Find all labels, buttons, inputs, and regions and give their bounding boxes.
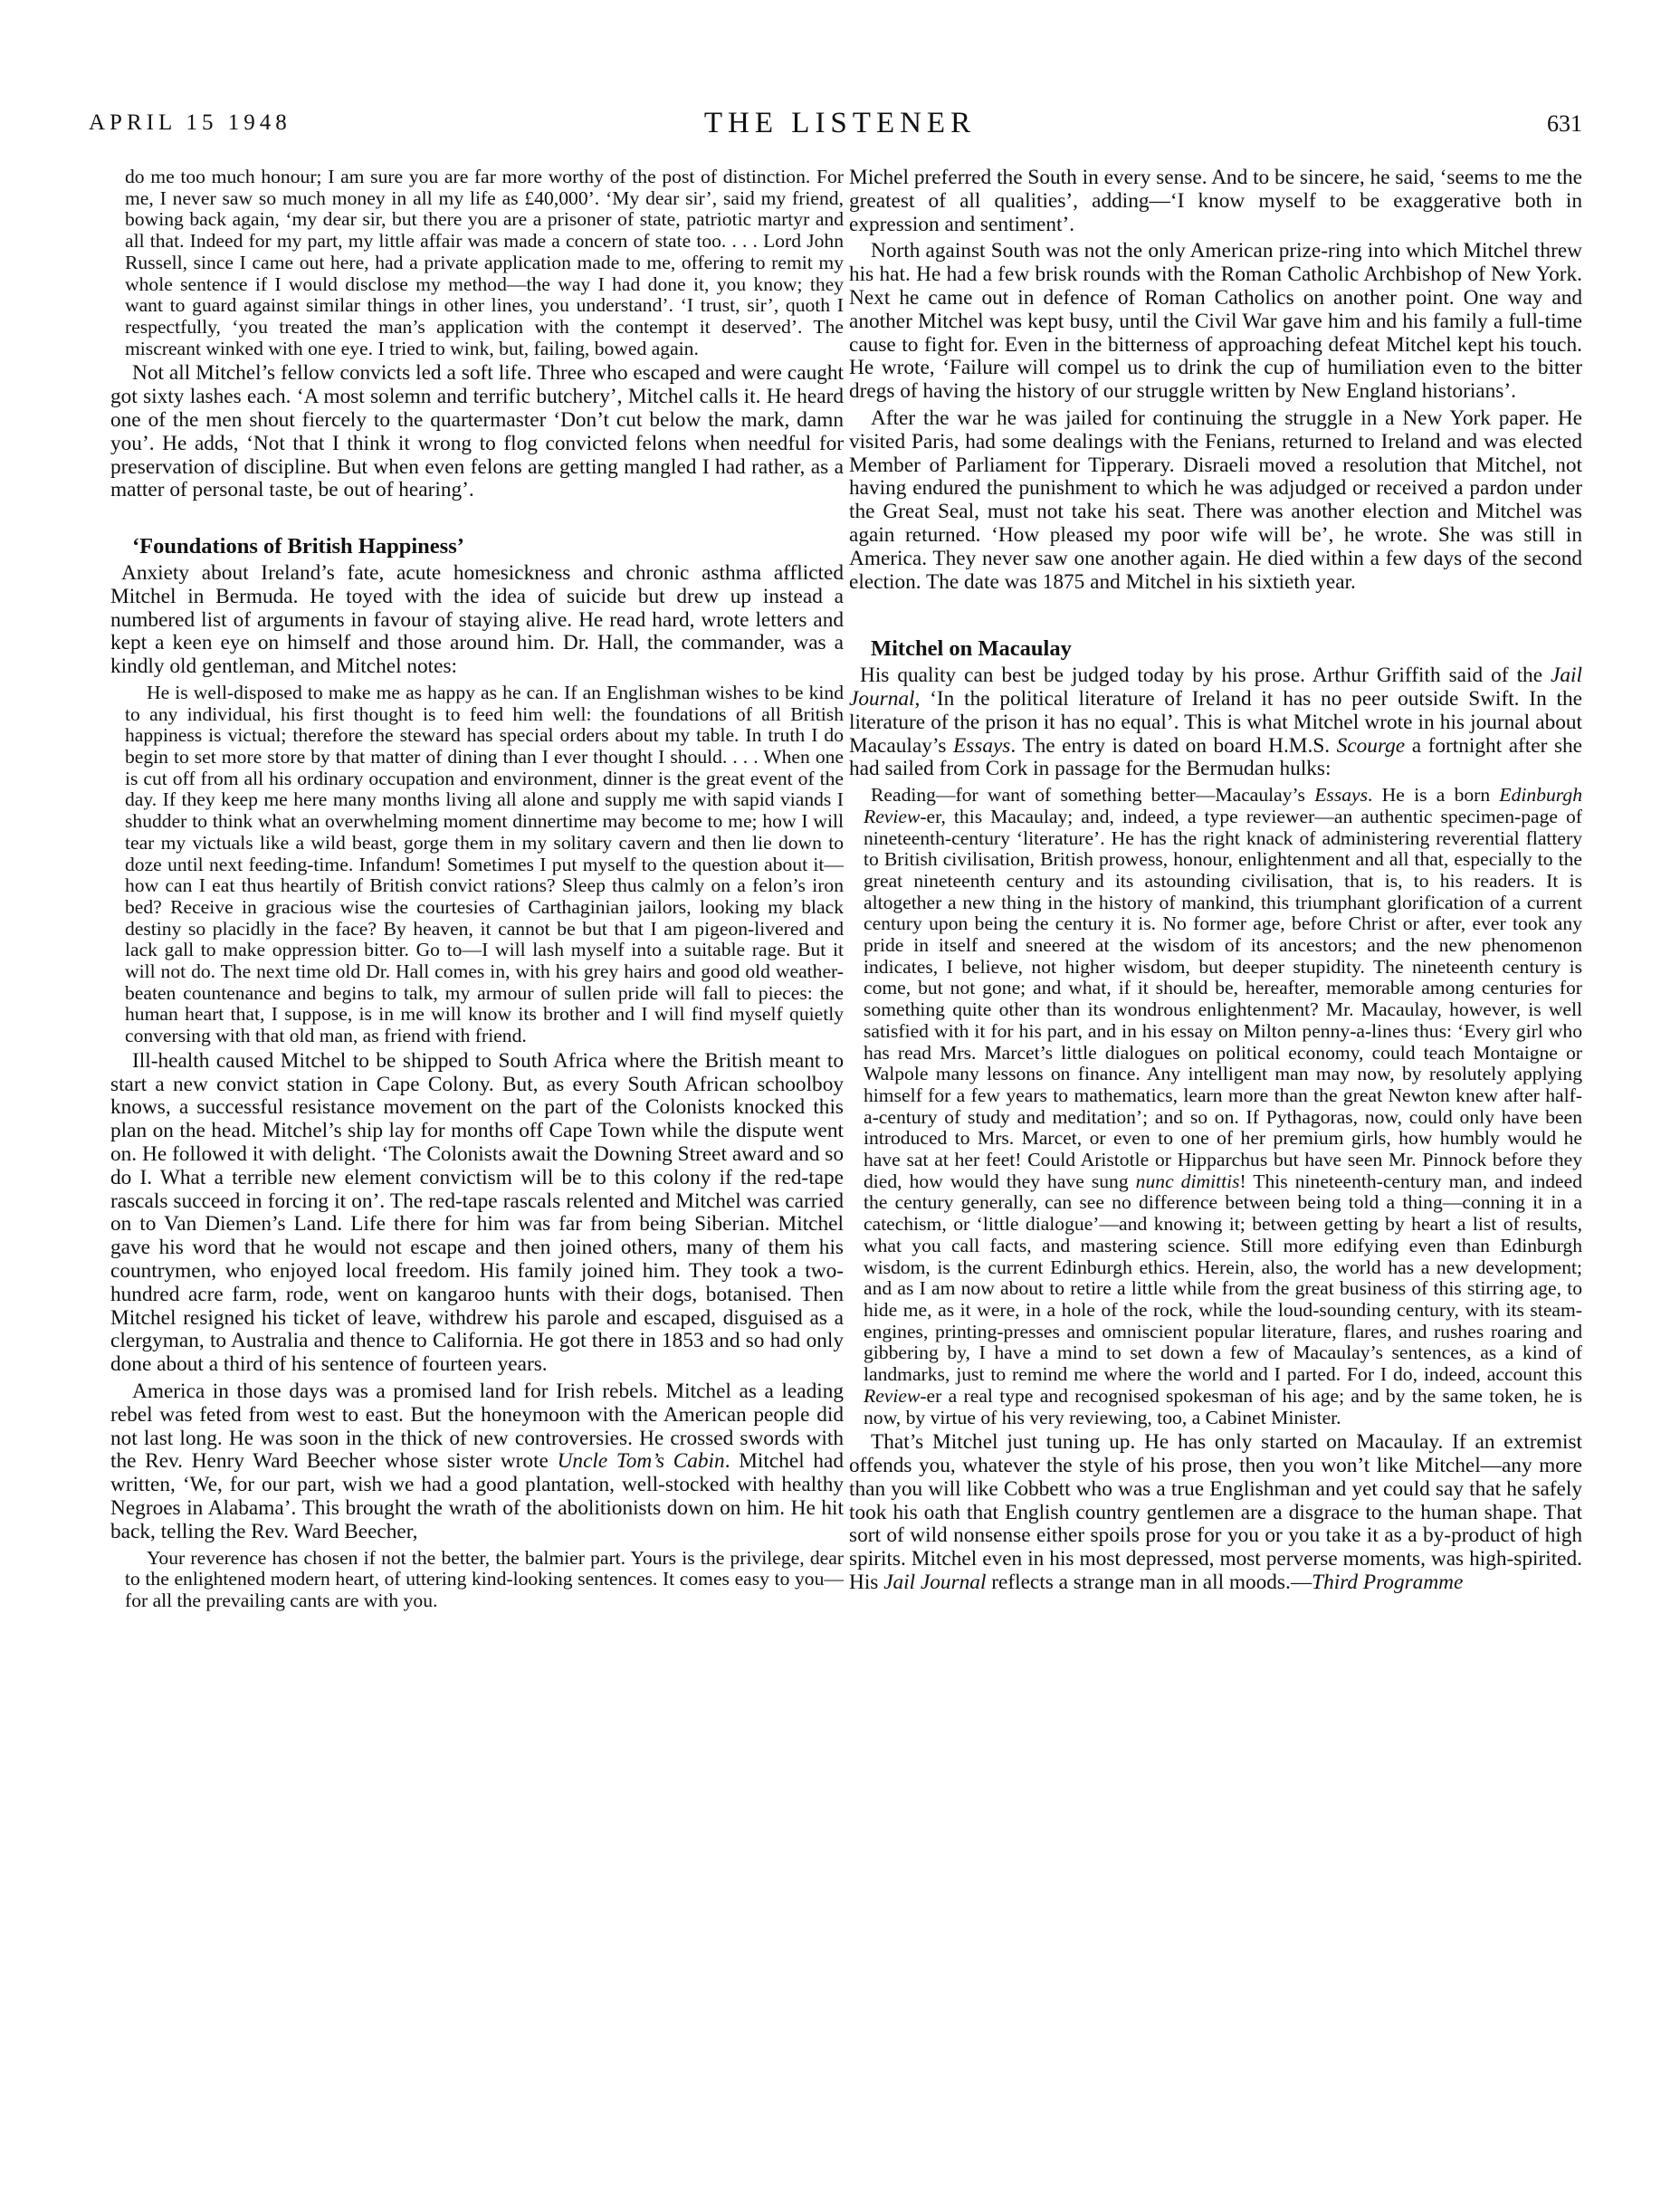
latin-phrase: nunc dimittis [1135,1170,1240,1192]
page-number: 631 [1547,110,1582,137]
quote-block [110,167,844,359]
book-title: Jail Journal [883,1571,987,1594]
text-run: reflects a strange man in all moods.— [986,1571,1312,1594]
text-run: America in those days was a promised land for Irish rebels. Mitchel as a leading rebel was feted from west to east. But the honeymoon with the American people did not last long. He was soon in the thick of new controversies. He crossed swords with the Rev. Henry Ward Beecher whose sister wrote [110,1380,844,1474]
text-run: That’s Mitchel just tuning up. He has only started on Macaulay. If an extremist offends you, whatever the style of his prose, then you won’t like Mitchel—any more than you will like Cobbett who was a true Englishman and yet could say that he safely took his oath that English country gentlemen are a disgrace to the human shape. That sort of wild nonsense either spoils prose for you or you take it as a by-product of high spirits. Mitchel even in his most depressed, most perverse moments, was high-spirited. His [849,1430,1582,1594]
text-run: . He is a born [1368,784,1500,807]
quote-block [849,785,1582,1428]
quote-block [110,1548,844,1612]
left-column [110,167,844,1615]
quote-paragraph [849,785,1582,1428]
body-paragraph: North against South was not the only American prize-ring into which Mitchel threw his hat. He had a few brisk rounds with the Roman Catholic Archbishop of New York. Next he came out in defence of Roman Catholics on another point. One way and another Mitchel was kept busy, until the Civil War gave him and his family a full-time cause to fight for. Even in the bitterness of approaching defeat Mitchel kept his touch. He wrote, ‘Failure will compel us to drink the cup of humiliation even to the bitter dregs of having the history of our struggle written by New England historians’. [849,239,1582,404]
book-title: Jail Journal [849,664,1582,711]
body-paragraph: Ill-health caused Mitchel to be shipped to South Africa where the British meant to start a new convict station in Cape Colony. But, as every South African schoolboy knows, a successful resistance movement on the part of the Colonists knocked this plan on the head. Mitchel’s ship lay for months off Cape Town while the dispute went on. He followed it with delight. ‘The Colonists await the Downing Street award and so do I. What a terrible new element convictism will be to this colony if the red-tape rascals succeed in forcing it on’. The red-tape rascals relented and Mitchel was carried on to Van Diemen’s Land. Life there for him was far from being Siberian. Mitchel gave his word that he would not escape and then joined others, many of them his countrymen, who enjoyed local freedom. His family joined him. They took a two-hundred acre farm, rode, went on kangaroo hunts with their dogs, botanised. Then Mitchel resigned his ticket of leave, withdrew his parole and escaped, disguised as a clergyman, to Australia and thence to California. He got there in 1853 and so had only done about a third of his sentence of fourteen years. [110,1048,844,1377]
text-run: a fortnight after she had sailed from Cork in passage for the Bermudan hulks: [849,733,1582,781]
section-heading: ‘Foundations of British Happiness’ [132,534,464,559]
text-run: His quality can best be judged today by his prose. Arthur Griffith said of the [860,664,1551,688]
body-paragraph [110,1380,844,1544]
quote-paragraph: He is well-disposed to make me as happy as he can. If an Englishman wishes to be kind to any individual, his first thought is to feed him well: the foundations of all British happiness is victual; therefore the steward has special orders about my table. In truth I do begin to set more store by that matter of dining than I ever thought I should. . . . When one is cut off from all his ordinary occupation and environment, dinner is the great event of the day. If they keep me here many months living all alone and supply me with sapid viands I shudder to think what an overwhelming moment dinnertime may become to me; how I will tear my victuals like a wild beast, gorge them in my solitary cavern and then lie down to doze until next feeding-time. Infandum! Sometimes I put myself to the question about it—how can I eat thus heartily of British convict rations? Sleep thus calmly on a felon’s iron bed? Receive in gracious wise the courtesies of Carthaginian jailors, looking my black destiny so placidly in the face? By heaven, it cannot be but that I am pigeon-livered and lack gall to make oppression bitter. Go to—I will lash myself into a suitable rage. But it will not do. The next time old Dr. Hall comes in, with his grey hairs and good old weather-beaten countenance and begins to talk, my armour of sullen pride will fall to pieces: the human heart that, I suppose, is in me will know its brother and I will find myself quietly conversing with that old man, as friend with friend. [125,681,844,1047]
body-paragraph: Not all Mitchel’s fellow convicts led a soft life. Three who escaped and were caught got sixty lashes each. ‘A most solemn and terrific butchery’, Mitchel calls it. He heard one of the men shout fiercely to the quartermaster ‘Don’t cut below the mark, damn you’. He adds, ‘Not that I think it wrong to flog convicted felons when needful for preservation of discipline. But when even felons are getting mangled I had rather, as a matter of personal taste, be out of hearing’. [110,361,844,502]
body-paragraph: After the war he was jailed for continuing the struggle in a New York paper. He visited Paris, had some dealings with the Fenians, returned to Ireland and was elected Member of Parliament for Tipperary. Disraeli moved a resolution that Mitchel, not having endured the punishment to which he was adjudged or received a pardon under the Great Seal, must not take his seat. There was another election and Mitchel was again returned. ‘How pleased my poor wife will be’, he wrote. She was still in America. They never saw one another again. He died within a few days of the second election. The date was 1875 and Mitchel in his sixtieth year. [849,406,1582,594]
journal-title: Review [864,1384,921,1407]
quote-paragraph: do me too much honour; I am sure you are far more worthy of the post of distinction. For me, I never saw so much money in all my life as £40,000’. ‘My dear sir’, said my friend, bowing back again, ‘my dear sir, but there you are a prisoner of state, patriotic martyr and all that. Indeed for my part, my little affair was made a concern of state too. . . . Lord John Russell, since I came out here, had a private application made to me, offering to remit my whole sentence if I would disclose my method—the way I had done it, you know; they want to guard against similar things in other lines, you understand’. ‘I trust, sir’, quoth I respectfully, ‘you treated the man’s application with the contempt it deserved’. The miscreant winked with one eye. I tried to wink, but, failing, bowed again. [125,166,844,359]
book-title: Essays [952,733,1011,758]
right-column [849,167,1582,1599]
page-header [89,107,1591,148]
book-title: Uncle Tom’s Cabin [557,1449,725,1474]
section-heading: Mitchel on Macaulay [871,636,1072,662]
text-run: -er a real type and recognised spokesman of his age; and by the same token, he is now, by virtue of his very reviewing, too, a Cabinet Minister. [864,1384,1582,1428]
ship-name: Scourge [1336,733,1406,758]
publication-title: THE LISTENER [703,107,977,139]
text-run: ! This nineteenth-century man, and indeed the century generally, can see no difference between being told a thing—conning it in a catechism, or ‘little dialogue’—and knowing it; between getting by heart a list of results, what you call facts, and mastering science. Still more edifying even than Edinburgh wisdom, is the current Edinburgh ethics. Herein, also, the world has a new development; and as I am now about to retire a little while from the great business of this stirring age, to hide me, as it were, in a hole of the rock, while the loud-sounding century, with its steam-engines, printing-presses and omniscient popular literature, flares, and rushes roaring and gibbering by, I have a mind to set down a few of Macaulay’s sentences, as a kind of landmarks, just to remind me where the world and I parted. For I do, indeed, account this [864,1170,1583,1386]
text-run: . Mitchel had written, ‘We, for our part, wish we had a good plantation, well-stocked with healthy Negroes in Alabama’. This brought the wrath of the abolitionists down on him. He hit back, telling the Rev. Ward Beecher, [110,1449,845,1543]
body-paragraph: Michel preferred the South in every sense. And to be sincere, he said, ‘seems to me the greatest of all qualities’, adding—‘I know myself to be exaggerative both in expression and sentiment’. [849,166,1582,236]
book-title: Essays [1314,784,1369,807]
journal-title: Edinburgh Review [864,784,1582,827]
issue-date: APRIL 15 1948 [89,110,291,135]
text-run: -er, this Macaulay; and, indeed, a type reviewer—an authentic specimen-page of nineteenth-century ‘literature’. He has the right knack of administering reverential flattery to British civilisation, British prowess, honour, enlightenment and all that, especially to the great nineteenth century and its astounding civilisation, that is, to his readers. It is altogether a new thing in the history of mankind, this triumphant glorification of a current century upon being the century it is. No former age, before Christ or after, ever took any pride in itself and sneered at the wisdom of its ancestors; and the new phenomenon indicates, I believe, not higher wisdom, but deeper stupidity. The nineteenth century is come, but not gone; and what, if it should be, hereafter, memorable among centuries for something quite other than its wondrous enlightenment? Mr. Macaulay, however, is well satisfied with it for his part, and in his essay on Milton penny-a-lines thus: ‘Every girl who has read Mrs. Marcet’s little dialogues on political economy, could teach Montaigne or Walpole many lessons on finance. Any intelligent man may now, by resolutely applying himself for a few years to mathematics, learn more than the great Newton knew after half-a-century of study and meditation’; and so on. If Pythagoras, now, could only have been introduced to Mrs. Marcet, or even to one of her premium girls, how humbly would he have sat at her feet! Could Aristotle or Hipparchus but have seen Mr. Pinnock before they died, how would they have sung [864,805,1582,1192]
text-run: Reading—for want of something better—Macaulay’s [871,784,1315,807]
quote-block [110,683,844,1047]
text-run: , ‘In the political literature of Ireland it has no peer outside Swift. In the literature of the prison it has no equal’. This is what Mitchel wrote in his journal about Macaulay’s [849,686,1582,758]
source-credit: Third Programme [1312,1571,1464,1594]
text-run: . The entry is dated on board H.M.S. [1010,733,1337,758]
quote-paragraph: Your reverence has chosen if not the better, the balmier part. Yours is the privilege, dear to the enlightened modern heart, of uttering kind-looking sentences. It comes easy to you—for all the prevailing cants are with you. [125,1546,844,1611]
body-paragraph [849,1431,1582,1595]
body-paragraph: Anxiety about Ireland’s fate, acute homesickness and chronic asthma afflicted Mitchel in Bermuda. He toyed with the idea of suicide but drew up instead a numbered list of arguments in favour of staying alive. He read hard, wrote letters and kept a keen eye on himself and those around him. Dr. Hall, the commander, was a kindly old gentleman, and Mitchel notes: [110,560,844,679]
body-paragraph [849,664,1582,781]
